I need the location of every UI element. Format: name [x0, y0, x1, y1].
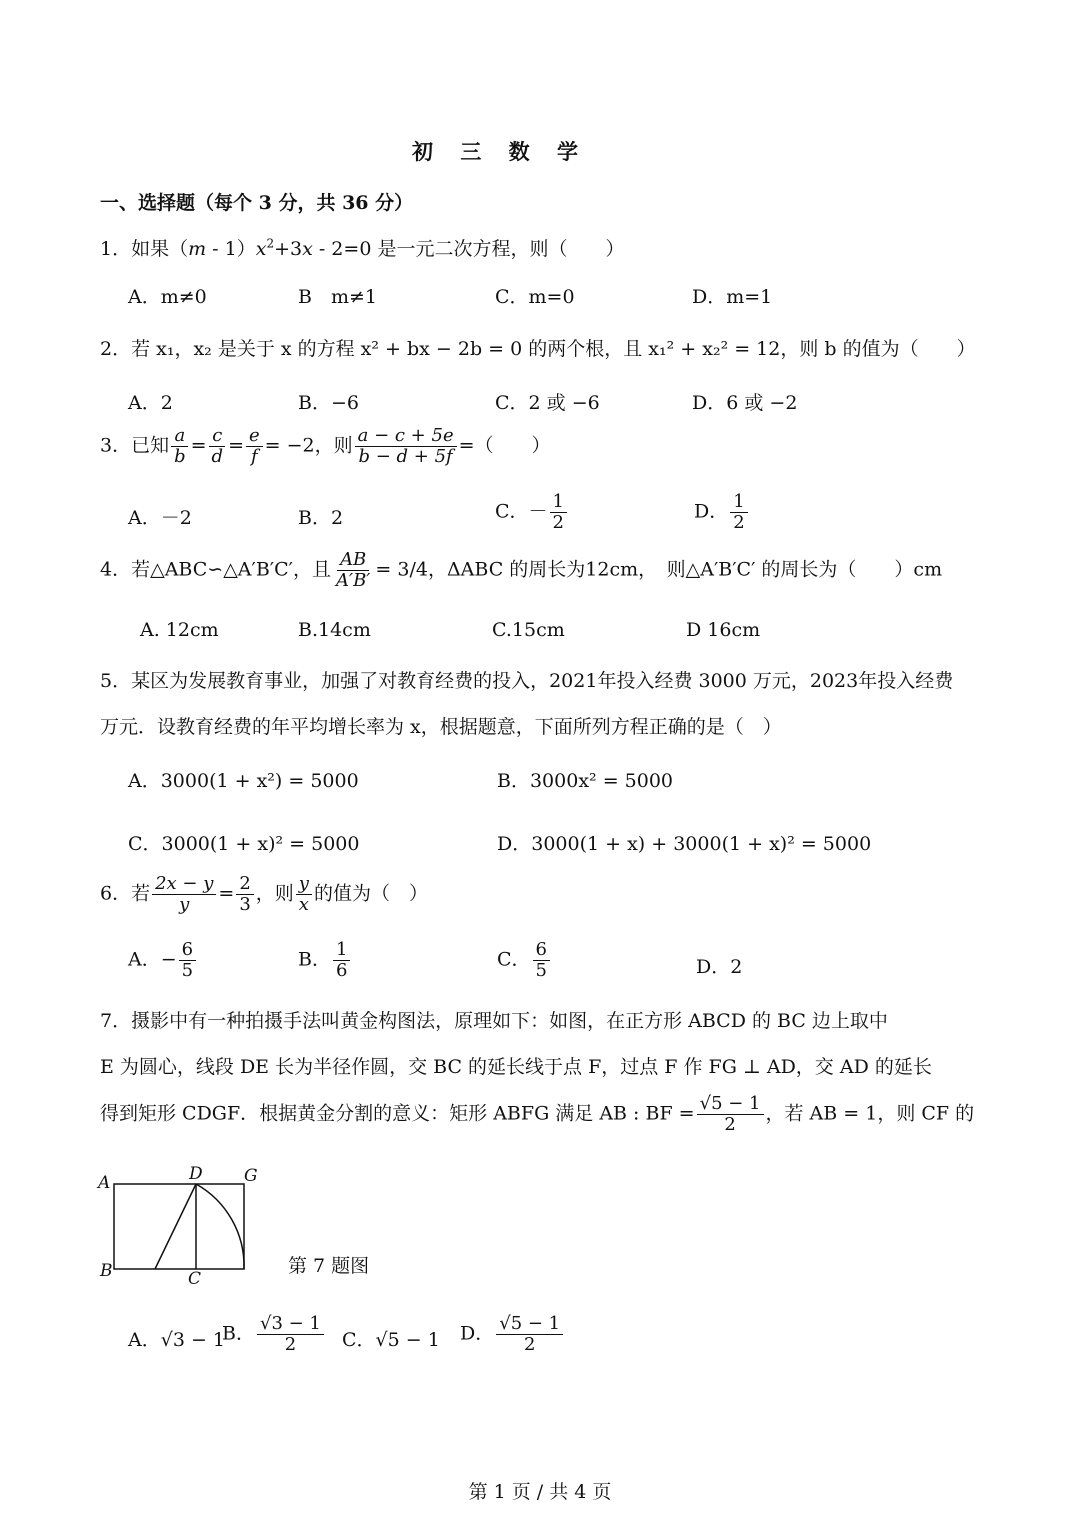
question-7-line-3: 得到矩形 CDGF．根据黄金分割的意义：矩形 ABFG 满足 AB : BF = $\frac{√5 - 1}{2}$ ，若 AB = 1，则 CF 的	[100, 1093, 975, 1135]
q4-option-b: B.14cm	[298, 619, 371, 641]
segment-de	[155, 1184, 196, 1269]
q5-option-b: B．3000x² = 5000	[497, 770, 674, 792]
q6-option-c: C． $\frac{6}{5}$	[497, 940, 552, 981]
q2-option-b: B．−6	[298, 392, 359, 414]
figure-7-caption: 第 7 题图	[288, 1255, 370, 1277]
question-1-stem: 1．如果$(m - 1)x^2+3x - 2=0$ 是一元二次方程，则（ ）	[100, 236, 625, 260]
q1-option-a: A．m≠0	[128, 286, 207, 308]
q7-option-c: C．√5 − 1	[342, 1329, 440, 1351]
label-a: A	[98, 1173, 111, 1193]
section-heading: 一、选择题（每个 3 分，共 36 分）	[100, 192, 414, 214]
q2-option-c: C．2 或 −6	[495, 392, 600, 414]
label-b: B	[100, 1261, 113, 1281]
question-6-stem: 6．若 $\frac{2x - y}{y}$ = $\frac{2}{3}$ ，则 $\frac{y}{x}$ 的值为（ ）	[100, 873, 428, 915]
q4-option-d: D 16cm	[686, 619, 761, 641]
q3-option-d: D． $\frac{1}{2}$	[694, 492, 750, 533]
q5-option-a: A．3000(1 + x²) = 5000	[128, 770, 359, 792]
q4-option-a: A. 12cm	[140, 619, 219, 641]
question-3-stem: 3．已知 $\frac{a}{b}$ = $\frac{c}{d}$ = $\frac{e}{f}$ = −2，则 $\frac{a - c + 5e}{b - d + 5f}$ =（ ）	[100, 425, 551, 467]
q6-option-d: D．2	[696, 956, 743, 978]
label-d: D	[189, 1164, 203, 1184]
q3-option-a: A．－2	[128, 507, 192, 529]
q5-option-d: D．3000(1 + x) + 3000(1 + x)² = 5000	[497, 833, 872, 855]
page-title: 初 三 数 学	[412, 139, 588, 164]
figure-7-diagram	[92, 1160, 272, 1288]
q1-option-b: B m≠1	[298, 286, 377, 308]
q7-option-b: B． $\frac{√3 - 1}{2}$	[222, 1314, 326, 1355]
q7-option-a: A．√3 − 1	[128, 1329, 226, 1351]
q5-option-c: C．3000(1 + x)² = 5000	[128, 833, 360, 855]
q2-option-d: D．6 或 −2	[692, 392, 798, 414]
question-4-stem: 4．若△ABC∽△A′B′C′，且 $\frac{AB}{A'B'}$ = 3/4，ΔABC 的周长为12cm， 则△A′B′C′ 的周长为（ ）cm	[100, 549, 943, 591]
q1-option-c: C．m=0	[495, 286, 575, 308]
q4-option-c: C.15cm	[492, 619, 565, 641]
question-7-line-2: E 为圆心，线段 DE 长为半径作圆，交 BC 的延长线于点 F，过点 F 作 FG ⊥ AD，交 AD 的延长	[100, 1056, 932, 1078]
q6-option-a: A．− $\frac{6}{5}$	[128, 940, 198, 981]
question-7-line-1: 7．摄影中有一种拍摄手法叫黄金构图法，原理如下：如图，在正方形 ABCD 的 BC 边上取中	[100, 1010, 888, 1032]
label-g: G	[244, 1166, 258, 1186]
q6-option-b: B． $\frac{1}{6}$	[298, 940, 352, 981]
q7-option-d: D． $\frac{√5 - 1}{2}$	[460, 1314, 565, 1355]
q2-option-a: A．2	[128, 392, 173, 414]
q3-option-b: B．2	[298, 507, 344, 529]
q3-option-c: C．－ $\frac{1}{2}$	[495, 492, 569, 533]
question-5-line-2: 万元．设教育经费的年平均增长率为 x，根据题意，下面所列方程正确的是（ ）	[100, 716, 782, 738]
question-2-stem: 2．若 x₁，x₂ 是关于 x 的方程 x² + bx − 2b = 0 的两个根，且 x₁² + x₂² = 12，则 b 的值为（ ）	[100, 338, 976, 360]
label-c: C	[188, 1269, 202, 1289]
rectangle-abfg	[114, 1184, 244, 1269]
arc-df	[196, 1184, 244, 1269]
page-footer: 第 1 页 / 共 4 页	[468, 1481, 612, 1503]
q1-option-d: D．m=1	[692, 286, 773, 308]
question-5-line-1: 5．某区为发展教育事业，加强了对教育经费的投入，2021年投入经费 3000 万元，2023年投入经费	[100, 670, 954, 692]
